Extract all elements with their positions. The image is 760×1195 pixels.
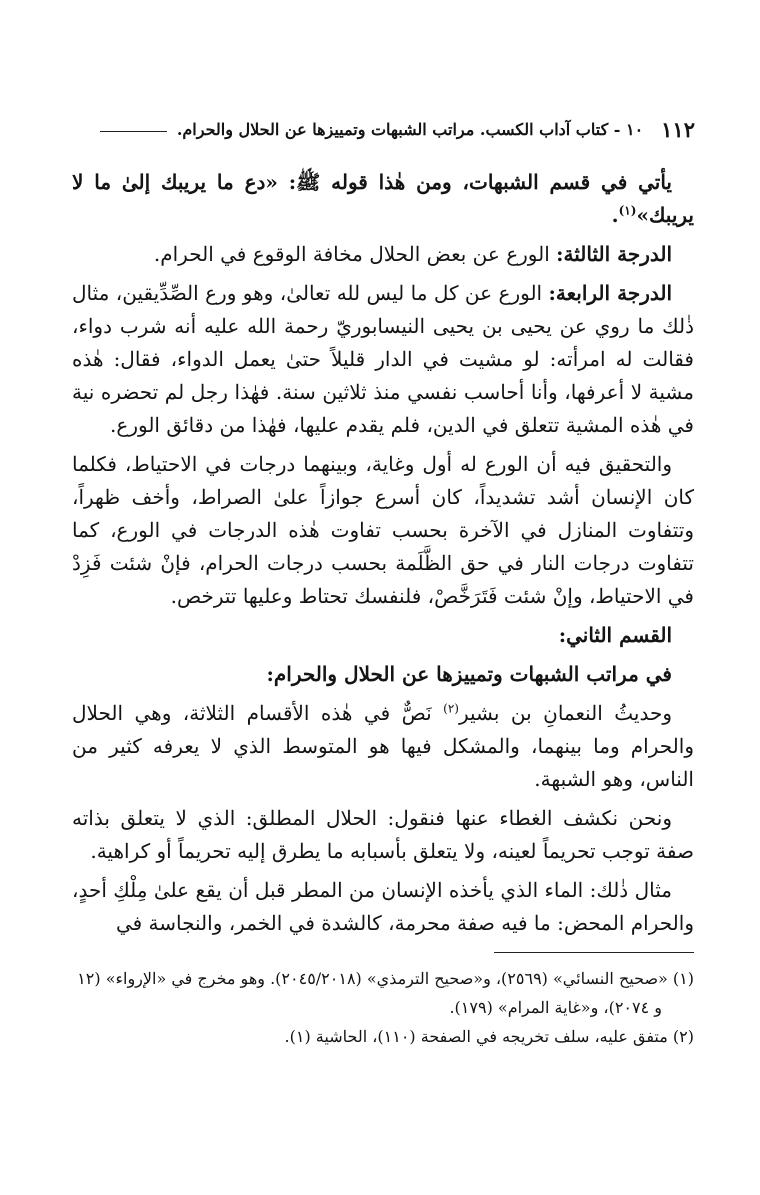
paragraph-1-end: . xyxy=(611,203,619,227)
page-body xyxy=(72,166,694,946)
footnote-1: (١) «صحيح النسائي» (٢٥٦٩)، و«صحيح الترمذي» (٢٠٤٥/٢٠١٨). وهو مخرج في «الإرواء» (١٢ و ٢٠٧٤)، و«غاية المرام» (١٧٩). xyxy=(77,969,694,1017)
paragraph-degree-4 xyxy=(72,277,694,442)
paragraph-numan-hadith xyxy=(72,697,694,796)
paragraph-verification: والتحقيق فيه أن الورع له أول وغاية، وبينهما درجات في الاحتياط، فكلما كان الإنسان أشد تشديداً، كان أسرع جوازاً علىٰ الصراط، وأخف ظهراً، وتتفاوت المنازل في الآخرة بحسب تفاوت هٰذه الدرجات في الورع، كما تتفاوت درجات النار في حق الظَّلَمة بحسب درجات الحرام، فإنْ شئت فَزِدْ في الاحتياط، وإنْ شئت فَتَرَخَّصْ، فلنفسك تحتاط وعليها تترخص. xyxy=(72,452,695,608)
running-head: ١٠ - كتاب آداب الكسب. مراتب الشبهات وتمييزها عن الحلال والحرام. xyxy=(176,119,644,139)
paragraph-pure-halal: ونحن نكشف الغطاء عنها فنقول: الحلال المطلق: الذي لا يتعلق بذاته صفة توجب تحريماً لعينه، ولا يتعلق بأسبابه ما يطرق إليه تحريماً أو كراهية. xyxy=(72,806,694,863)
footnotes xyxy=(72,952,694,1051)
footnote-ref-1: (١) xyxy=(618,203,637,218)
section-title: القسم الثاني: xyxy=(558,623,672,647)
page-header xyxy=(100,114,695,144)
degree-4-lead: الدرجة الرابعة: xyxy=(548,281,672,305)
footnote-2: (٢) متفق عليه، سلف تخريجه في الصفحة (١١٠)، الحاشية (١). xyxy=(284,1027,694,1046)
footnote-ref-2: (٢) xyxy=(443,701,459,716)
page-number: ١١٢ xyxy=(661,116,695,142)
numan-hadith-text-a: وحديثُ النعمانِ بن بشير xyxy=(458,701,672,725)
paragraph-example: مثال ذٰلك: الماء الذي يأخذه الإنسان من المطر قبل أن يقع علىٰ مِلْكِ أحدٍ، والحرام المحض: ما فيه صفة محرمة، كالشدة في الخمر، والنجاسة في xyxy=(72,878,694,935)
numan-hadith-text-b: نَصٌّ في هٰذه الأقسام الثلاثة، وهي الحلال والحرام وما بينهما، والمشكل فيها هو المتوسط الذي لا يعرفه كثير من الناس، وهو الشبهة. xyxy=(72,701,694,791)
paragraph-1 xyxy=(72,166,694,232)
section-subtitle: في مراتب الشبهات وتمييزها عن الحلال والحرام: xyxy=(266,662,672,686)
degree-4-text: الورع عن كل ما ليس لله تعالىٰ، وهو ورع الصِّدِّيقين، مثال ذٰلك ما روي عن يحيى بن يحيى النيسابوريّ رحمة الله عليه أنه شرب دواء، فقالت له امرأته: لو مشيت في الدار قليلاً حتىٰ يعمل الدواء، فقال: هٰذه مشية لا أعرفها، وأنا أحاسب نفسي منذ ثلاثين سنة. فهٰذا رجل لم تحضره نية في هٰذه المشية تتعلق في الدين، فلم يقدم عليها، فهٰذا من دقائق الورع. xyxy=(72,281,694,437)
paragraph-1-text: يأتي في قسم الشبهات، ومن هٰذا قوله ﷺ: «دع ما يريبك إلىٰ ما لا يريبك» xyxy=(72,170,694,227)
header-rule xyxy=(100,131,167,132)
degree-3-text: الورع عن بعض الحلال مخافة الوقوع في الحرام. xyxy=(153,242,557,266)
degree-3-lead: الدرجة الثالثة: xyxy=(556,242,672,266)
paragraph-degree-3 xyxy=(72,238,694,271)
